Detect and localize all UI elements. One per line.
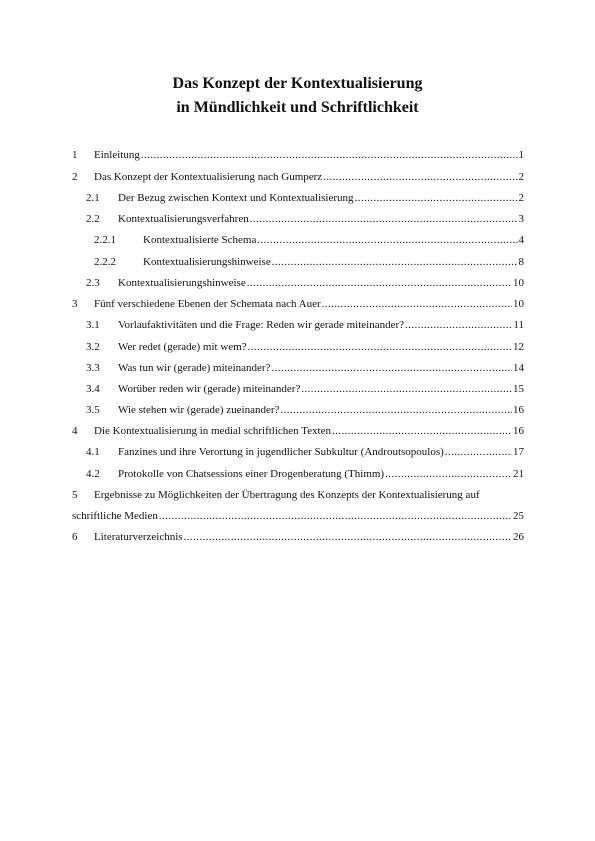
toc-page-number: 26 bbox=[513, 531, 524, 543]
toc-leader-dots bbox=[141, 148, 518, 162]
toc-entry[interactable] bbox=[86, 318, 524, 332]
toc-number: 5 bbox=[72, 489, 78, 501]
toc-leader-dots bbox=[323, 170, 517, 184]
toc-entry[interactable] bbox=[86, 191, 524, 205]
toc-entry[interactable] bbox=[86, 382, 524, 396]
toc-leader-dots bbox=[250, 212, 518, 226]
toc-leader-dots bbox=[405, 318, 512, 332]
toc-page-number: 21 bbox=[513, 468, 524, 480]
toc-entry[interactable] bbox=[86, 276, 524, 290]
toc-entry[interactable] bbox=[86, 403, 524, 417]
toc-page-number: 4 bbox=[518, 234, 524, 246]
toc-title: Ergebnisse zu Möglichkeiten der Übertragung des Konzepts der Kontextualisierung auf bbox=[94, 489, 480, 501]
toc-entry[interactable] bbox=[86, 361, 524, 375]
toc-leader-dots bbox=[332, 424, 512, 438]
toc-number: 6 bbox=[72, 531, 78, 543]
toc-entry[interactable] bbox=[72, 170, 524, 184]
toc-number: 3.1 bbox=[86, 319, 100, 331]
toc-page-number: 3 bbox=[518, 213, 524, 225]
toc-leader-dots bbox=[322, 297, 512, 311]
toc-title: Protokolle von Chatsessions einer Drogenberatung (Thimm) bbox=[118, 468, 385, 480]
toc-entry[interactable] bbox=[86, 467, 524, 481]
toc-title: Worüber reden wir (gerade) miteinander? bbox=[118, 383, 301, 395]
toc-title: Kontextualisierungshinweise bbox=[143, 256, 271, 268]
toc-title: Der Bezug zwischen Kontext und Kontextualisierung bbox=[118, 192, 354, 204]
toc-title: Einleitung bbox=[94, 149, 140, 161]
toc-entry[interactable] bbox=[72, 148, 524, 162]
toc-page-number: 10 bbox=[513, 277, 524, 289]
toc-title: Kontextualisierte Schema bbox=[143, 234, 257, 246]
toc-title: Was tun wir (gerade) miteinander? bbox=[118, 362, 271, 374]
toc-number: 3 bbox=[72, 298, 78, 310]
toc-entry[interactable] bbox=[94, 233, 524, 247]
toc-number: 2 bbox=[72, 171, 78, 183]
toc-number: 4 bbox=[72, 425, 78, 437]
toc-entry[interactable] bbox=[72, 424, 524, 438]
toc-page-number: 14 bbox=[513, 362, 524, 374]
toc-page-number: 16 bbox=[513, 425, 524, 437]
toc-title: Wie stehen wir (gerade) zueinander? bbox=[118, 404, 280, 416]
toc-entry[interactable] bbox=[72, 530, 524, 544]
toc-page-number: 2 bbox=[518, 171, 524, 183]
toc-page-number: 15 bbox=[513, 383, 524, 395]
toc-number: 3.4 bbox=[86, 383, 100, 395]
toc-number: 2.3 bbox=[86, 277, 100, 289]
toc-number: 4.1 bbox=[86, 446, 100, 458]
toc-leader-dots bbox=[445, 445, 512, 459]
toc-entry-continuation[interactable] bbox=[72, 509, 524, 523]
toc-number: 1 bbox=[72, 149, 78, 161]
toc-page-number: 8 bbox=[518, 256, 524, 268]
toc-leader-dots bbox=[159, 509, 512, 523]
toc-leader-dots bbox=[248, 340, 512, 354]
toc-leader-dots bbox=[280, 403, 512, 417]
toc-leader-dots bbox=[184, 530, 512, 544]
toc-leader-dots bbox=[272, 255, 518, 269]
toc-title: Fanzines und ihre Verortung in jugendlicher Subkultur (Androutsopoulos) bbox=[118, 446, 444, 458]
toc-leader-dots bbox=[271, 361, 512, 375]
toc-title: Wer redet (gerade) mit wem? bbox=[118, 341, 247, 353]
toc-entry[interactable] bbox=[72, 297, 524, 311]
toc-number: 2.2.2 bbox=[94, 256, 116, 268]
toc-title: Das Konzept der Kontextualisierung nach Gumperz bbox=[94, 171, 323, 183]
toc-page-number: 1 bbox=[518, 149, 524, 161]
toc-entry-first-line[interactable] bbox=[72, 488, 480, 502]
toc-entry[interactable] bbox=[86, 445, 524, 459]
toc-number: 2.2 bbox=[86, 213, 100, 225]
toc-page-number: 2 bbox=[518, 192, 524, 204]
document-title-line-2: in Mündlichkeit und Schriftlichkeit bbox=[176, 99, 419, 116]
toc-number: 2.1 bbox=[86, 192, 100, 204]
toc-number: 3.3 bbox=[86, 362, 100, 374]
toc-entry[interactable] bbox=[94, 255, 524, 269]
toc-entry[interactable] bbox=[86, 212, 524, 226]
toc-number: 3.5 bbox=[86, 404, 100, 416]
toc-leader-dots bbox=[257, 233, 517, 247]
toc-leader-dots bbox=[247, 276, 512, 290]
toc-page-number: 12 bbox=[513, 341, 524, 353]
toc-title: Kontextualisierungshinweise bbox=[118, 277, 246, 289]
toc-number: 3.2 bbox=[86, 341, 100, 353]
toc-page-number: 11 bbox=[513, 319, 524, 331]
toc-title: Die Kontextualisierung in medial schriftlichen Texten bbox=[94, 425, 331, 437]
toc-leader-dots bbox=[355, 191, 518, 205]
toc-page-number: 17 bbox=[513, 446, 524, 458]
toc-title: Kontextualisierungsverfahren bbox=[118, 213, 249, 225]
toc-entry[interactable] bbox=[86, 340, 524, 354]
toc-title: Fünf verschiedene Ebenen der Schemata nach Auer bbox=[94, 298, 321, 310]
toc-number: 4.2 bbox=[86, 468, 100, 480]
toc-title: Literaturverzeichnis bbox=[94, 531, 183, 543]
document-title-line-1: Das Konzept der Kontextualisierung bbox=[172, 75, 423, 92]
toc-page-number: 16 bbox=[513, 404, 524, 416]
toc-number: 2.2.1 bbox=[94, 234, 116, 246]
toc-title-continuation: schriftliche Medien bbox=[72, 510, 158, 522]
toc-title: Vorlaufaktivitäten und die Frage: Reden wir gerade miteinander? bbox=[118, 319, 404, 331]
toc-leader-dots bbox=[301, 382, 512, 396]
toc-page-number: 10 bbox=[513, 298, 524, 310]
toc-page-number: 25 bbox=[513, 510, 524, 522]
toc-leader-dots bbox=[385, 467, 512, 481]
